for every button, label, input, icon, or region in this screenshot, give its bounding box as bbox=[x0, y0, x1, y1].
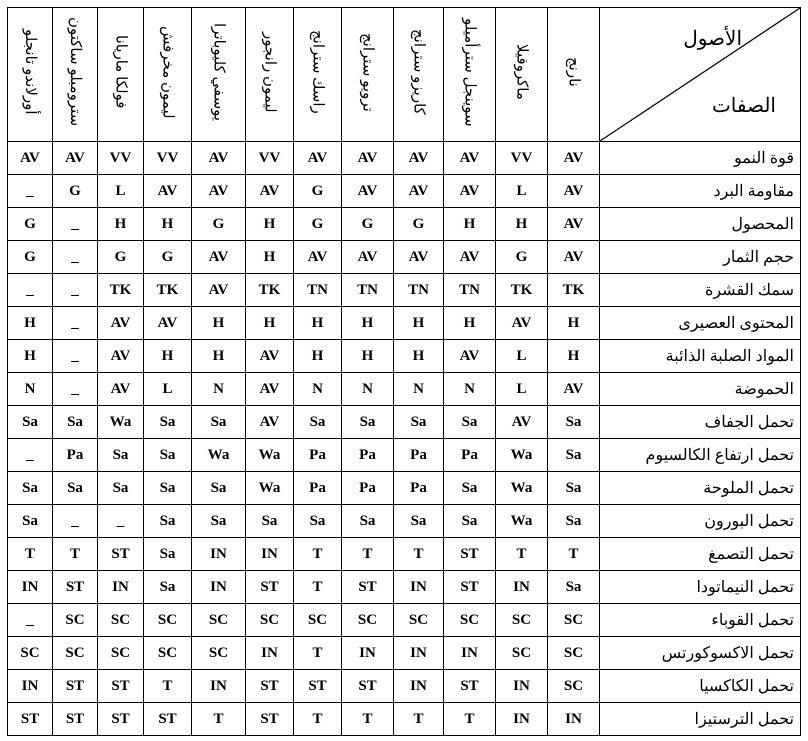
table-cell: G bbox=[8, 241, 53, 274]
table-cell: H bbox=[8, 307, 53, 340]
table-cell: G bbox=[294, 175, 342, 208]
table-row bbox=[8, 538, 801, 571]
table-cell: Sa bbox=[548, 571, 600, 604]
column-header-label: ماكروفيلا bbox=[513, 44, 530, 100]
table-cell: AV bbox=[98, 340, 144, 373]
table-cell: IN bbox=[192, 670, 246, 703]
table-cell: TK bbox=[548, 274, 600, 307]
row-label: مقاومة البرد bbox=[600, 175, 801, 208]
table-cell: AV bbox=[496, 307, 548, 340]
table-cell: _ bbox=[53, 505, 98, 538]
row-label: تحمل القوباء bbox=[600, 604, 801, 637]
table-cell: IN bbox=[342, 637, 394, 670]
table-cell: IN bbox=[394, 670, 444, 703]
table-cell: IN bbox=[98, 571, 144, 604]
table-cell: G bbox=[294, 208, 342, 241]
table-cell: Sa bbox=[8, 406, 53, 439]
column-header-label: نارنج bbox=[565, 57, 582, 87]
table-cell: AV bbox=[394, 241, 444, 274]
table-cell: ST bbox=[98, 703, 144, 736]
row-label: تحمل البورون bbox=[600, 505, 801, 538]
table-cell: N bbox=[8, 373, 53, 406]
table-cell: ST bbox=[53, 670, 98, 703]
table-cell: T bbox=[192, 703, 246, 736]
table-cell: ST bbox=[53, 571, 98, 604]
table-cell: SC bbox=[192, 604, 246, 637]
table-cell: G bbox=[496, 241, 548, 274]
column-header-label: ليمون مخرفش bbox=[159, 25, 176, 119]
table-cell: ST bbox=[98, 670, 144, 703]
table-cell: Pa bbox=[342, 472, 394, 505]
table-cell: Sa bbox=[192, 406, 246, 439]
table-cell: Sa bbox=[294, 406, 342, 439]
table-cell: _ bbox=[8, 175, 53, 208]
column-header-label: راسك سترانج bbox=[309, 30, 326, 114]
table-cell: Sa bbox=[394, 505, 444, 538]
table-cell: _ bbox=[53, 373, 98, 406]
table-cell: AV bbox=[342, 142, 394, 175]
row-label: تحمل الاكسوكورتس bbox=[600, 637, 801, 670]
table-cell: Pa bbox=[394, 472, 444, 505]
row-label: تحمل التصمغ bbox=[600, 538, 801, 571]
table-row bbox=[8, 670, 801, 703]
table-cell: AV bbox=[548, 175, 600, 208]
table-cell: Wa bbox=[246, 439, 294, 472]
table-cell: SC bbox=[144, 604, 192, 637]
table-cell: IN bbox=[394, 571, 444, 604]
table-cell: G bbox=[192, 208, 246, 241]
table-cell: G bbox=[394, 208, 444, 241]
table-cell: IN bbox=[192, 571, 246, 604]
table-cell: L bbox=[144, 373, 192, 406]
table-cell: T bbox=[394, 703, 444, 736]
column-header-label: كاريزو سترانج bbox=[410, 29, 427, 115]
table-cell: T bbox=[8, 538, 53, 571]
table-cell: Sa bbox=[98, 439, 144, 472]
table-cell: Sa bbox=[548, 406, 600, 439]
table-cell: T bbox=[394, 538, 444, 571]
table-cell: AV bbox=[548, 142, 600, 175]
table-cell: SC bbox=[548, 604, 600, 637]
row-label: تحمل الملوحة bbox=[600, 472, 801, 505]
table-cell: H bbox=[246, 307, 294, 340]
table-cell: ST bbox=[246, 703, 294, 736]
column-header-label: أورلاندو تانجلو bbox=[22, 29, 38, 115]
table-cell: G bbox=[342, 208, 394, 241]
table-cell: Sa bbox=[144, 538, 192, 571]
table-cell: T bbox=[496, 538, 548, 571]
column-header-label: سوينجل سترأميلو bbox=[461, 17, 478, 127]
table-cell: Sa bbox=[246, 505, 294, 538]
table-cell: AV bbox=[98, 373, 144, 406]
table-cell: IN bbox=[496, 670, 548, 703]
table-cell: T bbox=[548, 538, 600, 571]
table-cell: SC bbox=[342, 604, 394, 637]
column-header bbox=[342, 8, 394, 142]
table-cell: _ bbox=[98, 505, 144, 538]
table-cell: TK bbox=[98, 274, 144, 307]
table-cell: T bbox=[342, 703, 394, 736]
table-cell: T bbox=[294, 703, 342, 736]
table-cell: H bbox=[394, 307, 444, 340]
table-cell: SC bbox=[294, 604, 342, 637]
column-header bbox=[444, 8, 496, 142]
table-cell: T bbox=[342, 538, 394, 571]
table-cell: ST bbox=[246, 571, 294, 604]
table-cell: AV bbox=[394, 175, 444, 208]
table-cell: Sa bbox=[192, 505, 246, 538]
table-cell: AV bbox=[394, 142, 444, 175]
table-cell: H bbox=[444, 307, 496, 340]
table-cell: Wa bbox=[192, 439, 246, 472]
table-cell: SC bbox=[192, 637, 246, 670]
table-cell: H bbox=[394, 340, 444, 373]
table-cell: IN bbox=[246, 538, 294, 571]
column-header bbox=[144, 8, 192, 142]
table-cell: Wa bbox=[98, 406, 144, 439]
table-cell: H bbox=[246, 241, 294, 274]
table-cell: ST bbox=[444, 571, 496, 604]
table-cell: ST bbox=[342, 571, 394, 604]
table-cell: _ bbox=[53, 340, 98, 373]
table-row bbox=[8, 406, 801, 439]
table-cell: IN bbox=[548, 703, 600, 736]
table-cell: ST bbox=[8, 703, 53, 736]
table-cell: AV bbox=[192, 142, 246, 175]
table-cell: Sa bbox=[294, 505, 342, 538]
table-cell: Sa bbox=[394, 406, 444, 439]
corner-header-cell bbox=[600, 8, 801, 142]
table-row bbox=[8, 274, 801, 307]
row-label: تحمل النيماتودا bbox=[600, 571, 801, 604]
table-cell: T bbox=[294, 571, 342, 604]
table-cell: ST bbox=[444, 670, 496, 703]
table-cell: Sa bbox=[98, 472, 144, 505]
table-cell: H bbox=[496, 208, 548, 241]
column-header bbox=[394, 8, 444, 142]
column-header-label: فولكا ماريانا bbox=[112, 35, 129, 109]
table-cell: AV bbox=[496, 406, 548, 439]
origins-label: الأصول bbox=[683, 28, 742, 50]
column-header bbox=[246, 8, 294, 142]
table-cell: SC bbox=[496, 604, 548, 637]
table-cell: SC bbox=[496, 637, 548, 670]
row-label: المحصول bbox=[600, 208, 801, 241]
table-cell: ST bbox=[444, 538, 496, 571]
table-cell: VV bbox=[144, 142, 192, 175]
table-cell: SC bbox=[8, 637, 53, 670]
rootstock-traits-table bbox=[7, 7, 801, 736]
table-cell: _ bbox=[53, 307, 98, 340]
table-cell: AV bbox=[444, 175, 496, 208]
table-cell: SC bbox=[246, 604, 294, 637]
column-header bbox=[98, 8, 144, 142]
table-cell: Sa bbox=[144, 571, 192, 604]
table-cell: AV bbox=[144, 175, 192, 208]
table-cell: AV bbox=[192, 175, 246, 208]
table-cell: N bbox=[394, 373, 444, 406]
table-body bbox=[8, 142, 801, 736]
table-cell: T bbox=[53, 538, 98, 571]
table-cell: H bbox=[8, 340, 53, 373]
table-row bbox=[8, 604, 801, 637]
table-cell: SC bbox=[144, 637, 192, 670]
table-cell: Sa bbox=[444, 472, 496, 505]
column-header bbox=[548, 8, 600, 142]
table-cell: G bbox=[98, 241, 144, 274]
table-row bbox=[8, 307, 801, 340]
table-cell: L bbox=[496, 175, 548, 208]
table-cell: TN bbox=[342, 274, 394, 307]
table-cell: TN bbox=[394, 274, 444, 307]
table-cell: H bbox=[98, 208, 144, 241]
table-cell: ST bbox=[246, 670, 294, 703]
table-cell: N bbox=[294, 373, 342, 406]
table-cell: T bbox=[294, 538, 342, 571]
table-cell: Sa bbox=[53, 406, 98, 439]
table-cell: ST bbox=[53, 703, 98, 736]
table-cell: G bbox=[144, 241, 192, 274]
table-row bbox=[8, 703, 801, 736]
table-cell: H bbox=[192, 340, 246, 373]
table-cell: Pa bbox=[444, 439, 496, 472]
table-cell: SC bbox=[53, 637, 98, 670]
column-header bbox=[294, 8, 342, 142]
table-cell: AV bbox=[548, 373, 600, 406]
table-cell: AV bbox=[246, 373, 294, 406]
table-cell: AV bbox=[342, 241, 394, 274]
row-label: تحمل الترستيزا bbox=[600, 703, 801, 736]
column-header bbox=[192, 8, 246, 142]
row-label: سمك القشرة bbox=[600, 274, 801, 307]
row-label: المواد الصلبة الذائبة bbox=[600, 340, 801, 373]
table-cell: Sa bbox=[548, 472, 600, 505]
table-cell: AV bbox=[246, 406, 294, 439]
table-cell: G bbox=[8, 208, 53, 241]
table-cell: Wa bbox=[496, 439, 548, 472]
table-cell: H bbox=[294, 340, 342, 373]
table-cell: Wa bbox=[496, 505, 548, 538]
row-label: حجم الثمار bbox=[600, 241, 801, 274]
table-cell: Sa bbox=[342, 406, 394, 439]
table-row bbox=[8, 571, 801, 604]
row-label: قوة النمو bbox=[600, 142, 801, 175]
table-cell: _ bbox=[8, 439, 53, 472]
table-cell: SC bbox=[444, 604, 496, 637]
table-cell: Sa bbox=[8, 472, 53, 505]
column-header-label: ليمون رانجور bbox=[261, 31, 278, 113]
table-cell: _ bbox=[53, 208, 98, 241]
table-row bbox=[8, 472, 801, 505]
table-cell: T bbox=[444, 703, 496, 736]
table-cell: H bbox=[246, 208, 294, 241]
table-cell: IN bbox=[8, 571, 53, 604]
table-cell: AV bbox=[8, 142, 53, 175]
table-cell: SC bbox=[53, 604, 98, 637]
table-cell: AV bbox=[144, 307, 192, 340]
table-cell: TK bbox=[144, 274, 192, 307]
table-cell: TK bbox=[246, 274, 294, 307]
table-cell: Pa bbox=[294, 439, 342, 472]
table-cell: Sa bbox=[548, 505, 600, 538]
table-cell: VV bbox=[246, 142, 294, 175]
table-cell: T bbox=[294, 637, 342, 670]
table-cell: AV bbox=[246, 175, 294, 208]
table-cell: SC bbox=[98, 604, 144, 637]
table-cell: AV bbox=[192, 274, 246, 307]
table-cell: H bbox=[144, 208, 192, 241]
table-cell: Pa bbox=[394, 439, 444, 472]
table-row bbox=[8, 439, 801, 472]
table-cell: H bbox=[294, 307, 342, 340]
row-label: تحمل الجفاف bbox=[600, 406, 801, 439]
table-row bbox=[8, 241, 801, 274]
table-cell: ST bbox=[144, 703, 192, 736]
table-cell: Sa bbox=[144, 439, 192, 472]
table-cell: G bbox=[53, 175, 98, 208]
table-row bbox=[8, 637, 801, 670]
table-row bbox=[8, 340, 801, 373]
table-row bbox=[8, 373, 801, 406]
table-cell: SC bbox=[394, 604, 444, 637]
table-cell: H bbox=[444, 208, 496, 241]
table-cell: SC bbox=[98, 637, 144, 670]
table-cell: Sa bbox=[144, 472, 192, 505]
table-cell: IN bbox=[8, 670, 53, 703]
table-cell: IN bbox=[496, 571, 548, 604]
table-cell: AV bbox=[192, 241, 246, 274]
table-cell: AV bbox=[294, 142, 342, 175]
table-cell: AV bbox=[444, 142, 496, 175]
table-cell: AV bbox=[444, 340, 496, 373]
table-cell: H bbox=[342, 307, 394, 340]
row-label: المحتوى العصيرى bbox=[600, 307, 801, 340]
table-cell: H bbox=[548, 340, 600, 373]
header-row bbox=[8, 8, 801, 142]
table-cell: _ bbox=[53, 274, 98, 307]
table-cell: IN bbox=[496, 703, 548, 736]
table-cell: AV bbox=[294, 241, 342, 274]
table-cell: TN bbox=[294, 274, 342, 307]
table-cell: N bbox=[444, 373, 496, 406]
table-cell: Sa bbox=[444, 505, 496, 538]
table-cell: ST bbox=[98, 538, 144, 571]
column-header bbox=[496, 8, 548, 142]
row-label: تحمل ارتفاع الكالسيوم bbox=[600, 439, 801, 472]
table-cell: Pa bbox=[294, 472, 342, 505]
table-row bbox=[8, 175, 801, 208]
table-cell: _ bbox=[53, 241, 98, 274]
table-row bbox=[8, 505, 801, 538]
table-cell: SC bbox=[548, 637, 600, 670]
table-cell: IN bbox=[246, 637, 294, 670]
table-row bbox=[8, 142, 801, 175]
table-cell: H bbox=[192, 307, 246, 340]
table-cell: AV bbox=[246, 340, 294, 373]
table-cell: _ bbox=[8, 604, 53, 637]
table-cell: Wa bbox=[246, 472, 294, 505]
table-cell: Sa bbox=[144, 406, 192, 439]
table-cell: N bbox=[342, 373, 394, 406]
traits-label: الصفات bbox=[711, 95, 776, 117]
table-cell: ST bbox=[294, 670, 342, 703]
row-label: تحمل الكاكسيا bbox=[600, 670, 801, 703]
table-cell: L bbox=[496, 340, 548, 373]
table-cell: Sa bbox=[444, 406, 496, 439]
table-cell: SC bbox=[548, 670, 600, 703]
table-cell: H bbox=[548, 307, 600, 340]
column-header bbox=[8, 8, 53, 142]
table-cell: AV bbox=[53, 142, 98, 175]
column-header-label: سترومبلو ساكتون bbox=[67, 17, 83, 127]
table-cell: Sa bbox=[192, 472, 246, 505]
table-cell: Pa bbox=[53, 439, 98, 472]
table-cell: VV bbox=[496, 142, 548, 175]
table-cell: AV bbox=[444, 241, 496, 274]
table-cell: AV bbox=[548, 241, 600, 274]
table-cell: VV bbox=[98, 142, 144, 175]
column-header-label: ترويو سترانج bbox=[359, 32, 376, 112]
table-cell: AV bbox=[98, 307, 144, 340]
table-cell: TK bbox=[496, 274, 548, 307]
table-cell: AV bbox=[548, 208, 600, 241]
table-cell: Sa bbox=[548, 439, 600, 472]
table-cell: IN bbox=[444, 637, 496, 670]
table-cell: _ bbox=[8, 274, 53, 307]
table-cell: L bbox=[98, 175, 144, 208]
table-cell: IN bbox=[394, 637, 444, 670]
table-cell: TN bbox=[444, 274, 496, 307]
table-cell: H bbox=[144, 340, 192, 373]
row-label: الحموضة bbox=[600, 373, 801, 406]
table-cell: H bbox=[342, 340, 394, 373]
table-cell: T bbox=[144, 670, 192, 703]
table-cell: AV bbox=[342, 175, 394, 208]
column-header bbox=[53, 8, 98, 142]
table-cell: Wa bbox=[496, 472, 548, 505]
table-row bbox=[8, 208, 801, 241]
column-header-label: يوسفي كليوباترا bbox=[210, 22, 227, 122]
table-cell: L bbox=[496, 373, 548, 406]
table-cell: Sa bbox=[144, 505, 192, 538]
table-cell: IN bbox=[192, 538, 246, 571]
table-cell: Pa bbox=[342, 439, 394, 472]
table-cell: ST bbox=[342, 670, 394, 703]
table-cell: N bbox=[192, 373, 246, 406]
table-cell: Sa bbox=[342, 505, 394, 538]
table-cell: Sa bbox=[53, 472, 98, 505]
table-cell: Sa bbox=[8, 505, 53, 538]
